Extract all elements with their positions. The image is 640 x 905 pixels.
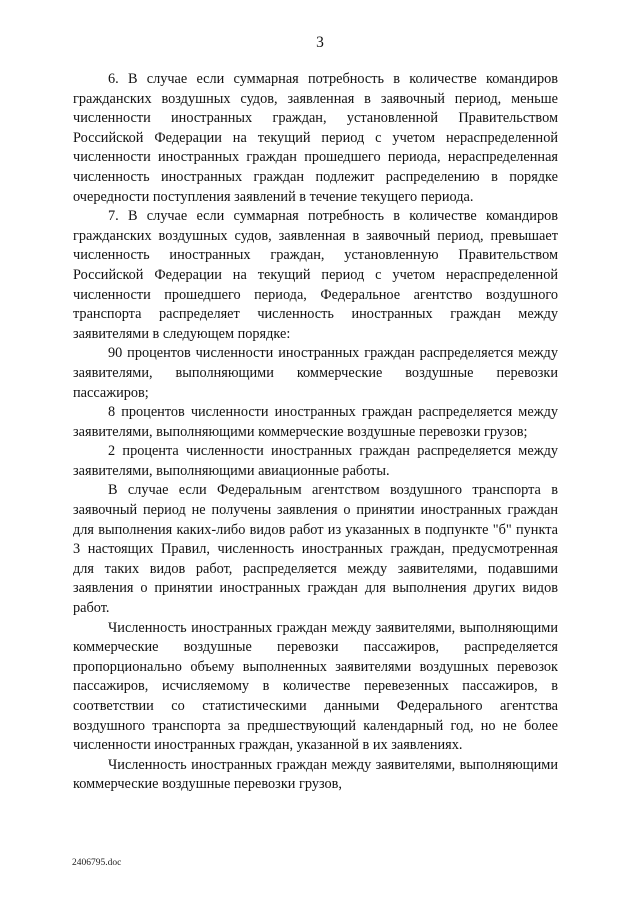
document-body bbox=[73, 70, 558, 795]
paragraph-8-percent: 8 процентов численности иностранных граждан распределяется между заявителями, выполняющими коммерческие воздушные перевозки грузов; bbox=[73, 404, 558, 440]
page-number: 3 bbox=[316, 34, 324, 51]
paragraph-90-percent: 90 процентов численности иностранных граждан распределяется между заявителями, выполняющими коммерческие воздушные перевозки пассажиров; bbox=[73, 345, 558, 401]
paragraph-2-percent: 2 процента численности иностранных граждан распределяется между заявителями, выполняющими авиационные работы. bbox=[73, 443, 558, 479]
footer-filename: 2406795.doc bbox=[72, 858, 122, 868]
paragraph-6: 6. В случае если суммарная потребность в количестве командиров гражданских воздушных судов, заявленная в заявочный период, меньше численности иностранных граждан, установленной Правительством Российской Федерации на текущий период с учетом нераспределенной численности иностранных граждан прошедшего периода, нераспределенная численность иностранных граждан подлежит распределению в порядке очередности поступления заявлений в течение текущего периода. bbox=[73, 71, 558, 205]
paragraph-passengers-distribution: Численность иностранных граждан между заявителями, выполняющими коммерческие воздушные перевозки пассажиров, распределяется пропорционально объему выполненных заявителями воздушных перевозок пассажиров, исчисляемому в количестве перевезенных пассажиров, в соответствии со статистическими данными Федерального агентства воздушного транспорта за предшествующий календарный год, но не более численности иностранных граждан, указанной в их заявлениях. bbox=[73, 619, 558, 754]
paragraph-no-applications: В случае если Федеральным агентством воздушного транспорта в заявочный период не получены заявления о принятии иностранных граждан для выполнения каких-либо видов работ из указанных в подпункте "б" пункта 3 настоящих Правил, численность иностранных граждан, предусмотренная для таких видов работ, распределяется между заявителями, подавшими заявления о принятии иностранных граждан для выполнения других видов работ. bbox=[73, 482, 558, 617]
paragraph-cargo-distribution: Численность иностранных граждан между заявителями, выполняющими коммерческие воздушные перевозки грузов, bbox=[73, 756, 558, 793]
paragraph-7: 7. В случае если суммарная потребность в количестве командиров гражданских воздушных судов, заявленная в заявочный период, превышает численность иностранных граждан, установленную Правительством Российской Федерации на текущий период с учетом нераспределенной численности прошедшего периода, Федеральное агентство воздушного транспорта распределяет численность иностранных граждан между заявителями в следующем порядке: bbox=[73, 208, 558, 342]
